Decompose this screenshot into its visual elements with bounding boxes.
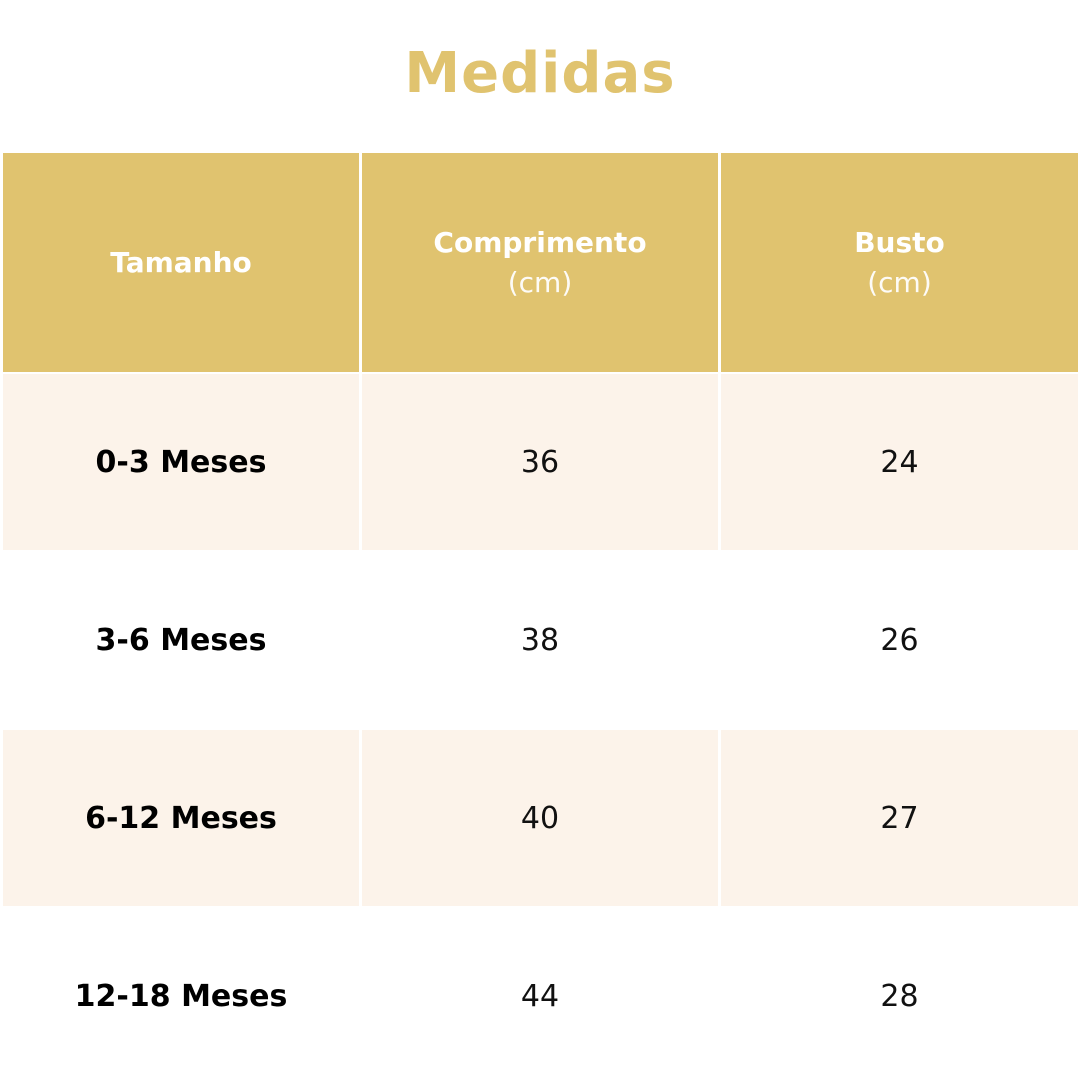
- size-label: 12-18 Meses: [74, 978, 288, 1014]
- size-cell: [3, 374, 359, 550]
- comprimento-cell: [362, 552, 718, 728]
- table-header-row: [3, 153, 1078, 372]
- comprimento-cell: [362, 374, 718, 550]
- size-label: 0-3 Meses: [95, 444, 267, 480]
- busto-cell: [721, 374, 1078, 550]
- size-cell: [3, 552, 359, 728]
- size-label: 6-12 Meses: [85, 800, 277, 836]
- header-label: Comprimento: [433, 225, 647, 259]
- busto-cell: [721, 730, 1078, 906]
- header-label: Busto: [854, 225, 945, 259]
- table-row: [3, 374, 1078, 550]
- busto-value: 27: [880, 800, 919, 836]
- busto-value: 26: [880, 622, 919, 658]
- header-unit: (cm): [867, 265, 932, 299]
- comprimento-value: 44: [520, 978, 560, 1014]
- comprimento-value: 38: [520, 622, 560, 658]
- comprimento-cell: [362, 908, 718, 1080]
- header-cell-busto: [721, 153, 1078, 372]
- header-cell-comprimento: [362, 153, 718, 372]
- size-label: 3-6 Meses: [95, 622, 267, 658]
- comprimento-cell: [362, 730, 718, 906]
- table-row: [3, 908, 1078, 1080]
- size-cell: [3, 908, 359, 1080]
- table-row: [3, 552, 1078, 728]
- busto-cell: [721, 908, 1078, 1080]
- comprimento-value: 40: [520, 800, 560, 836]
- header-cell-tamanho: [3, 153, 359, 372]
- comprimento-value: 36: [520, 444, 560, 480]
- header-label: Tamanho: [110, 245, 252, 279]
- size-table: [3, 153, 1078, 1080]
- busto-value: 24: [880, 444, 919, 480]
- busto-cell: [721, 552, 1078, 728]
- table-row: [3, 730, 1078, 906]
- busto-value: 28: [880, 978, 919, 1014]
- header-unit: (cm): [507, 265, 573, 299]
- size-cell: [3, 730, 359, 906]
- page-title: Medidas: [404, 41, 676, 106]
